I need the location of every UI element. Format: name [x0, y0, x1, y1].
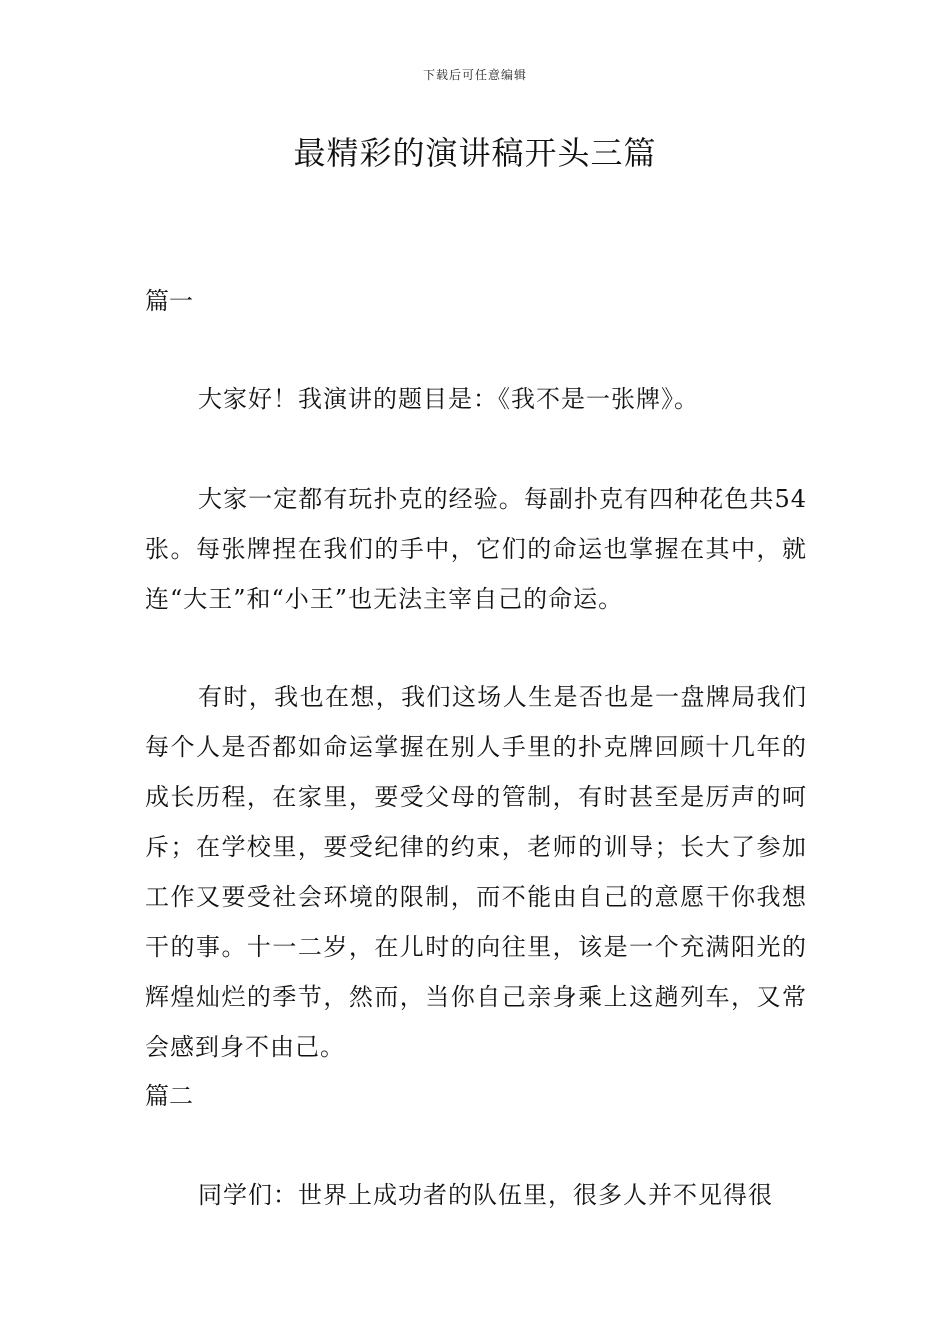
section-label-1: 篇一 — [145, 287, 193, 315]
paragraph-1-2: 大家一定都有玩扑克的经验。每副扑克有四种花色共54张。每张牌捏在我们的手中，它们的命运也掌握在其中，就连“大王”和“小王”也无法主宰自己的命运。 — [145, 485, 807, 613]
paragraph-2-1: 同学们：世界上成功者的队伍里，很多人并不见得很 — [198, 1181, 773, 1209]
paragraph-1-1: 大家好！我演讲的题目是：《我不是一张牌》。 — [198, 385, 699, 413]
section-label-2: 篇二 — [145, 1082, 193, 1110]
paragraph-1-3: 有时，我也在想，我们这场人生是否也是一盘牌局我们每个人是否都如命运掌握在别人手里的扑克牌回顾十几年的成长历程，在家里，要受父母的管制，有时甚至是厉声的呵斥；在学校里，要受纪律的约束，老师的训导；长大了参加工作又要受社会环境的限制，而不能由自己的意愿干你我想干的事。十一二岁，在儿时的向往里，该是一个充满阳光的辉煌灿烂的季节，然而，当你自己亲身乘上这趟列车，又常会感到身不由己。 — [145, 683, 807, 1061]
document-title: 最精彩的演讲稿开头三篇 — [293, 134, 657, 172]
header-note: 下载后可任意编辑 — [422, 68, 527, 82]
